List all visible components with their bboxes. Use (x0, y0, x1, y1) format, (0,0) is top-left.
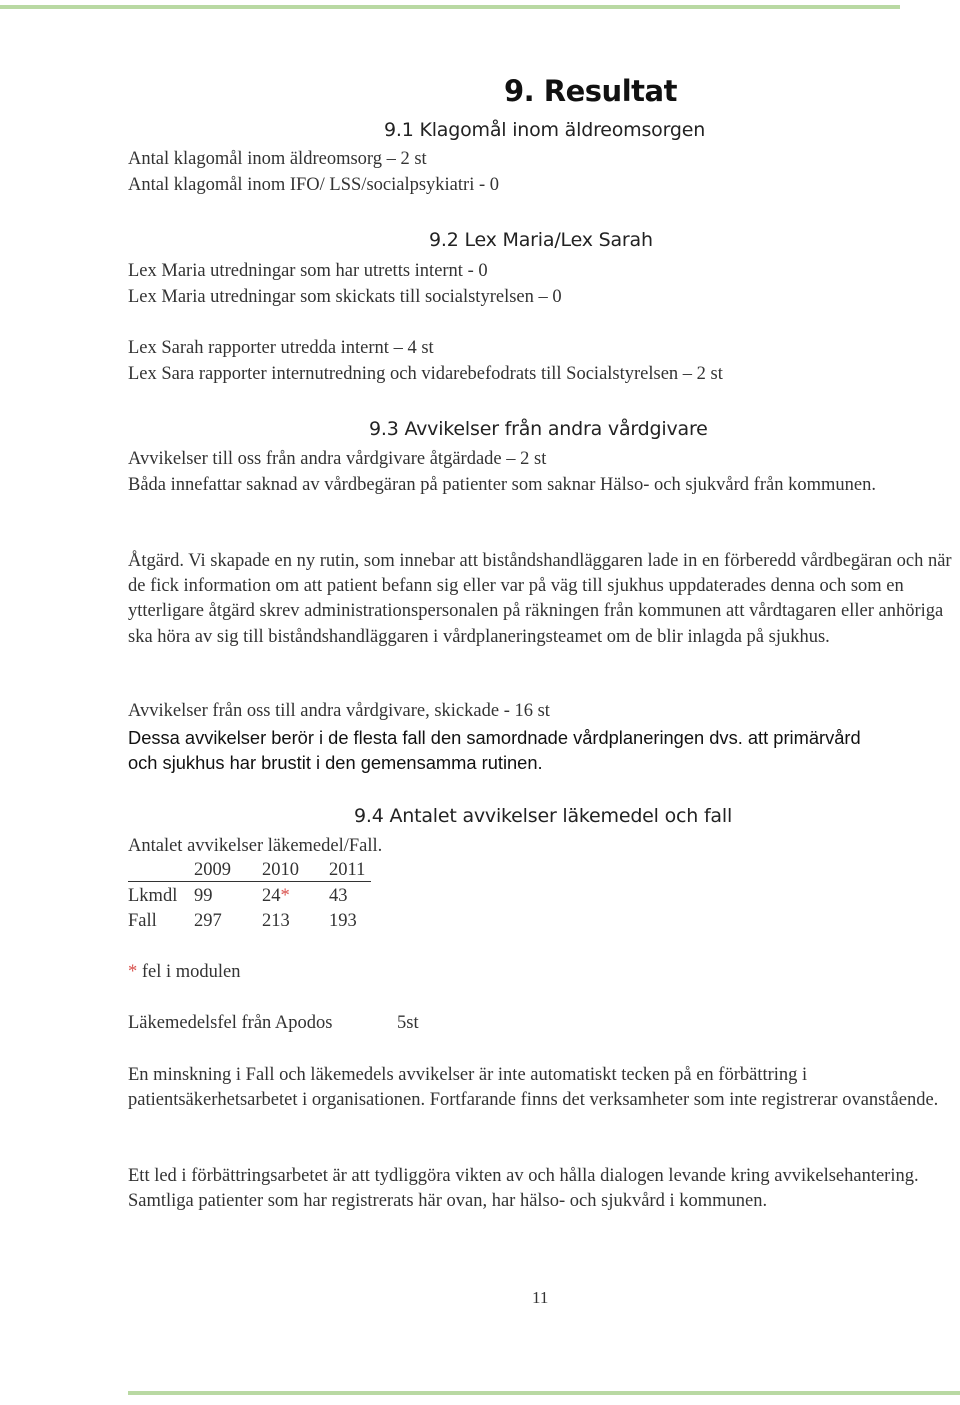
s4-paragraph-1: En minskning i Fall och läkemedels avvikelser är inte automatiskt tecken på en förbättring i patientsäkerhetsarbetet i organisationen. Fortfarande finns det verksamheter som inte registrerar ovanstående. (128, 1065, 939, 1111)
page-number: 11 (532, 1288, 549, 1307)
section-9-3-title: 9.3 Avvikelser från andra vårdgivare (369, 418, 708, 440)
table-cell: 193 (329, 911, 357, 931)
s2-line-3: Lex Sarah rapporter utredda internt – 4 st (128, 338, 434, 358)
footer-rule (128, 1391, 960, 1395)
s1-line-1: Antal klagomål inom äldreomsorg – 2 st (128, 149, 427, 169)
table-cell: 297 (194, 911, 222, 931)
year-header: 2011 (329, 860, 366, 880)
footnote-text: fel i modulen (141, 962, 241, 982)
s2-line-1: Lex Maria utredningar som har utretts internt - 0 (128, 261, 488, 281)
year-header: 2010 (262, 860, 299, 880)
row-label: Lkmdl (128, 885, 178, 906)
section-9-2-title: 9.2 Lex Maria/Lex Sarah (429, 229, 653, 251)
s2-line-2: Lex Maria utredningar som skickats till socialstyrelsen – 0 (128, 287, 562, 307)
apodos-label: Läkemedelsfel från Apodos (128, 1013, 333, 1033)
s3-paragraph-2: Åtgärd. Vi skapade en ny rutin, som innebar att biståndshandläggaren lade in en förberedd vårdbegäran och när de fick information om att patient befann sig eller var på väg till sjukhus uppdaterades denna och som en ytterligare åtgärd skrev administrationspersonalen på räkningen från kommunen att vårdtagaren eller anhöriga ska höra av sig till biståndshandläggaren i vårdplaneringsteamet om de blir inlagda på sjukhus. (128, 551, 952, 647)
page-heading: 9. Resultat (504, 74, 677, 108)
error-star-marker: * (280, 885, 290, 906)
apodos-value: 5st (397, 1013, 419, 1033)
year-header: 2009 (194, 860, 231, 880)
s3-paragraph-1: Båda innefattar saknad av vårdbegäran på patienter som saknar Hälso- och sjukvård från kommunen. (128, 475, 876, 495)
table-cell: 213 (262, 911, 290, 931)
table-cell (262, 886, 290, 907)
section-9-1-title: 9.1 Klagomål inom äldreomsorgen (384, 119, 706, 141)
table-cell-value: 24 (262, 885, 281, 906)
s1-line-2: Antal klagomål inom IFO/ LSS/socialpsykiatri - 0 (128, 175, 499, 195)
s3-line-1: Avvikelser till oss från andra vårdgivare åtgärdade – 2 st (128, 449, 547, 469)
header-rule (0, 5, 900, 9)
s4-paragraph-2: Ett led i förbättringsarbetet är att tydliggöra vikten av och hålla dialogen levande kring avvikelsehantering. Samtliga patienter som har registrerats här ovan, har hälso- och sjukvård i kommunen. (128, 1166, 919, 1212)
table-cell: 43 (329, 885, 348, 906)
table-cell: 99 (194, 885, 213, 906)
s3-line-4: och sjukhus har brustit i den gemensamma rutinen. (128, 752, 543, 773)
s2-line-4: Lex Sara rapporter internutredning och vidarebefodrats till Socialstyrelsen – 2 st (128, 364, 723, 384)
s3-line-3: Dessa avvikelser berör i de flesta fall den samordnade vårdplaneringen dvs. att primärvård (128, 727, 861, 748)
footnote (128, 962, 241, 983)
row-label: Fall (128, 911, 157, 931)
footnote-star: * (128, 962, 138, 982)
s3-line-2: Avvikelser från oss till andra vårdgivare, skickade - 16 st (128, 701, 550, 721)
table-header-underline (128, 881, 371, 882)
table-caption: Antalet avvikelser läkemedel/Fall. (128, 836, 383, 856)
section-9-4-title: 9.4 Antalet avvikelser läkemedel och fall (354, 805, 733, 827)
